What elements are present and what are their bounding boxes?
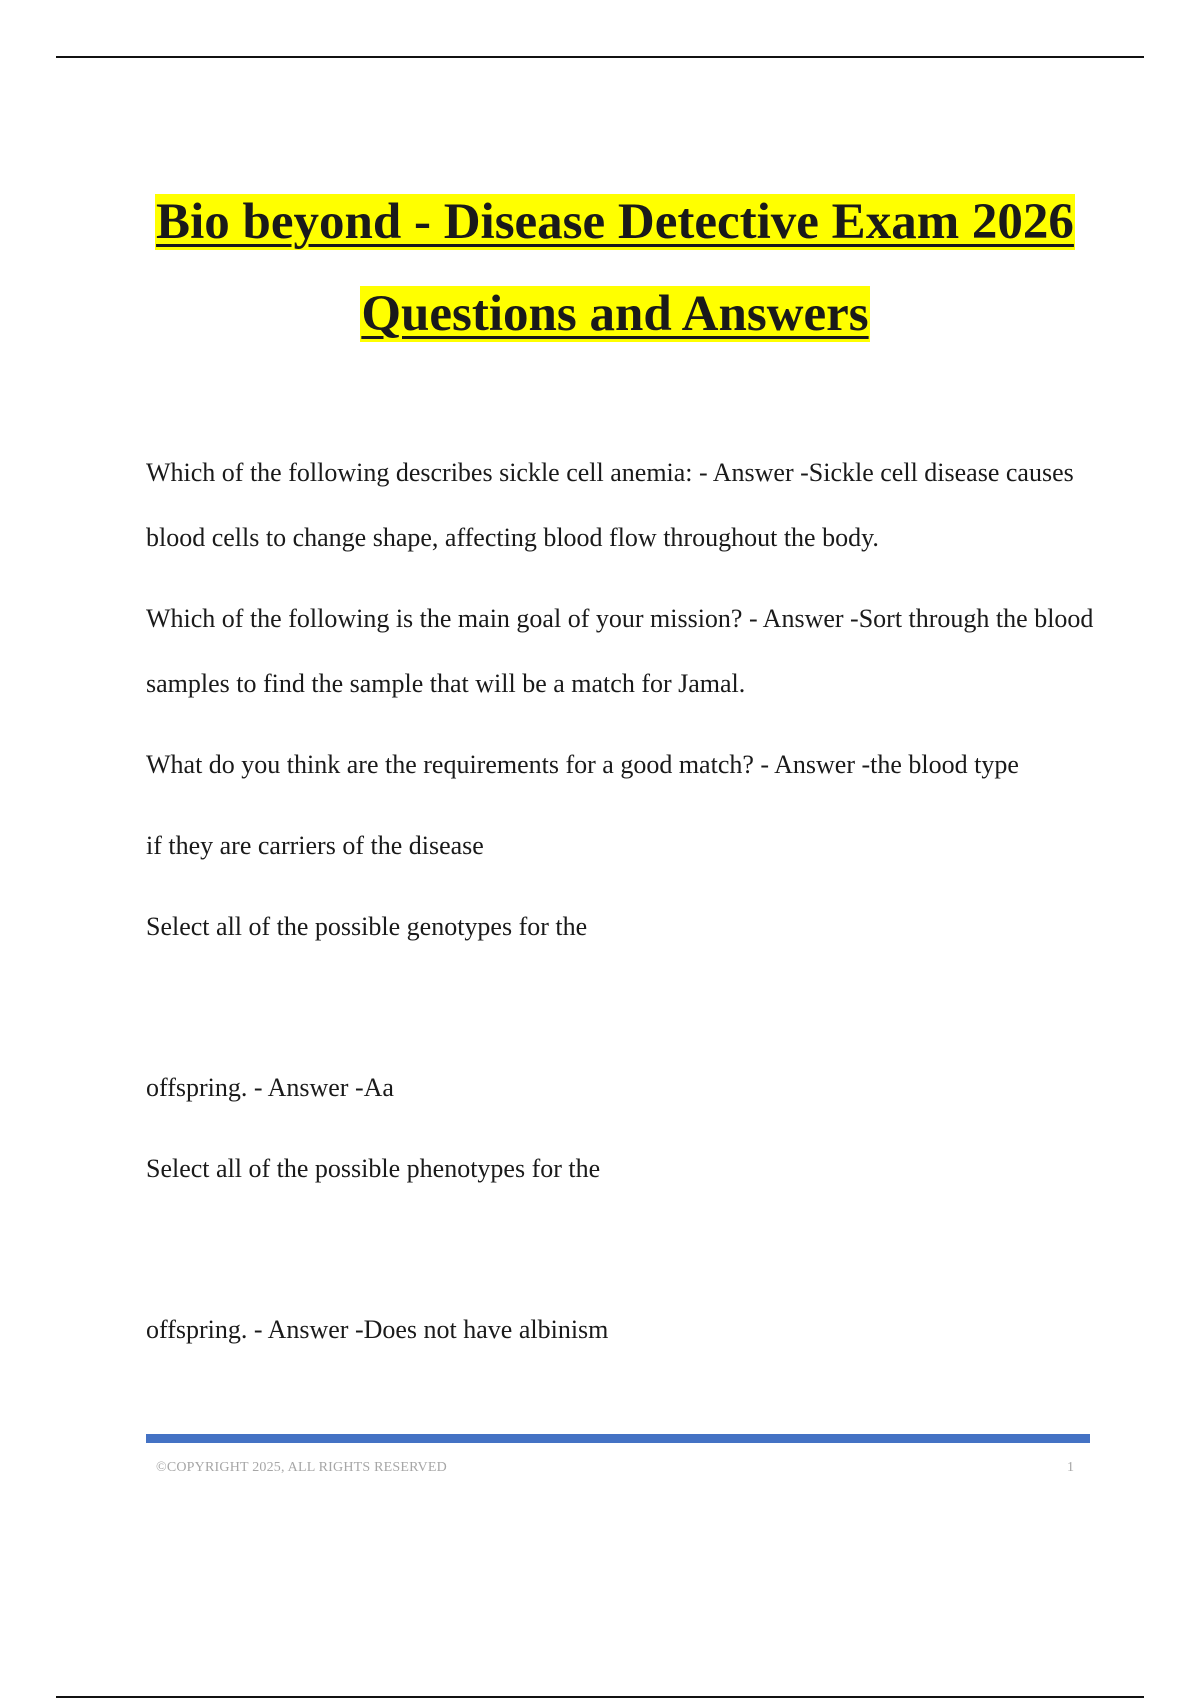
qa-paragraph-carriers: if they are carriers of the disease	[146, 831, 484, 860]
page-bottom-rule	[56, 1696, 1144, 1698]
qa-paragraph-phenotypes-question: Select all of the possible phenotypes for the	[146, 1154, 601, 1183]
title-line-2: Questions and Answers	[361, 286, 869, 342]
qa-paragraph-genotypes-question: Select all of the possible genotypes for the	[146, 912, 588, 941]
qa-paragraph-genotypes-answer: offspring. - Answer -Aa	[146, 1073, 394, 1102]
footer-divider-bar	[146, 1434, 1090, 1443]
qa-paragraph-match-requirements: What do you think are the requirements for a good match? - Answer -the blood type	[146, 750, 1019, 779]
qa-paragraph-phenotypes-answer: offspring. - Answer -Does not have albinism	[146, 1315, 609, 1344]
document-title	[140, 176, 1090, 360]
document-body	[146, 440, 1096, 1378]
page-top-rule	[56, 56, 1144, 58]
footer-copyright: ©COPYRIGHT 2025, ALL RIGHTS RESERVED	[156, 1460, 447, 1475]
title-line-1: Bio beyond - Disease Detective Exam 2026	[156, 194, 1074, 250]
footer-page-number: 1	[1067, 1460, 1074, 1475]
qa-paragraph-sickle-cell: Which of the following describes sickle cell anemia: - Answer -Sickle cell disease causes blood cells to change shape, affecting blood flow throughout the body.	[146, 458, 1074, 552]
qa-paragraph-mission-goal: Which of the following is the main goal of your mission? - Answer -Sort through the blood samples to find the sample that will be a match for Jamal.	[146, 604, 1094, 698]
